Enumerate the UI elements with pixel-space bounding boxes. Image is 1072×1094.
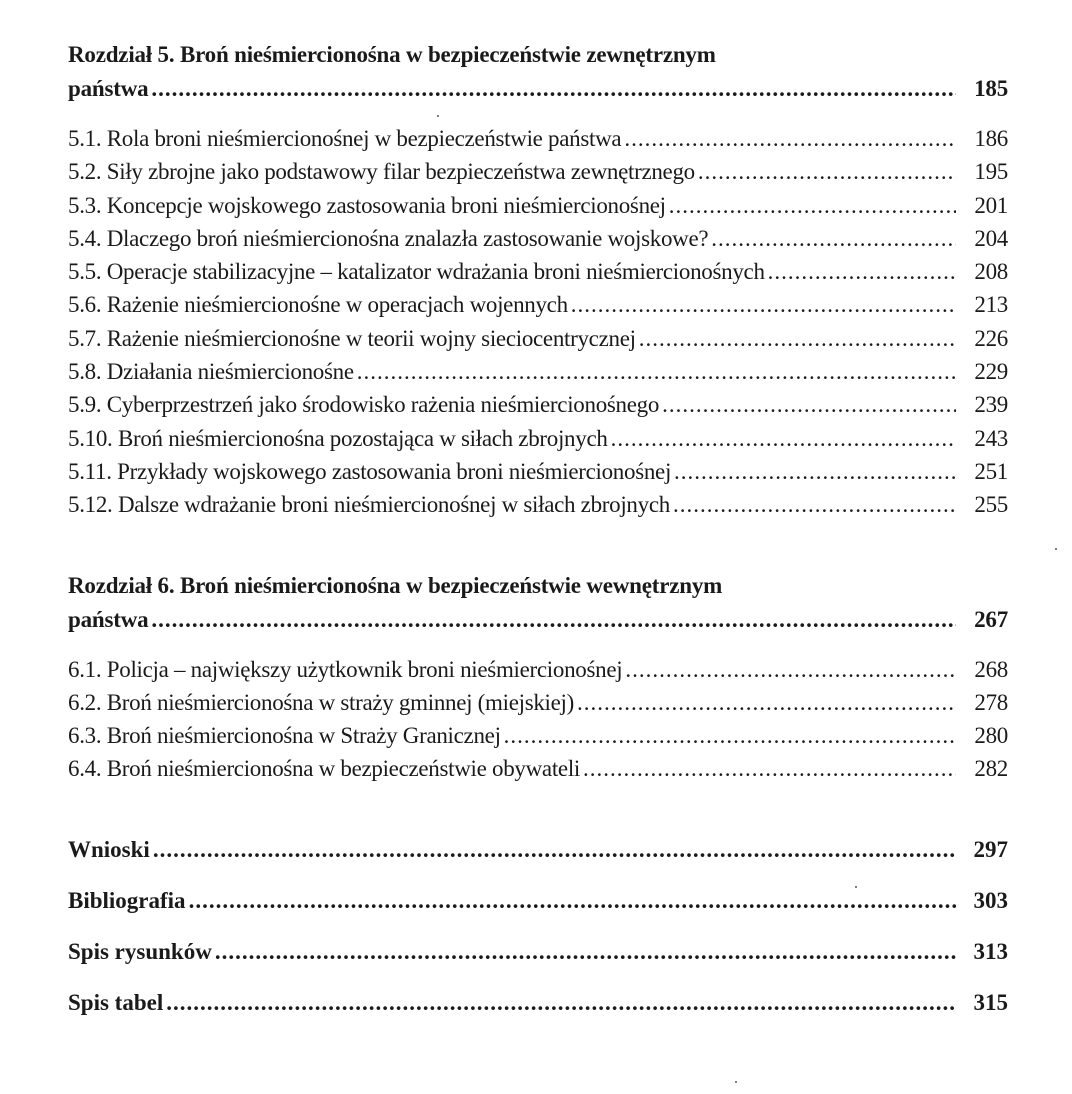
chapter-heading <box>68 38 1008 106</box>
section-title: 5.8. Działania nieśmiercionośne <box>68 359 354 385</box>
toc-entry <box>68 155 1008 188</box>
dot-leader <box>625 653 956 686</box>
toc-entry <box>68 752 1008 785</box>
page-number: 268 <box>974 656 1008 682</box>
page-number: 195 <box>974 159 1008 185</box>
section-title: 5.2. Siły zbrojne jako podstawowy filar bezpieczeństwa zewnętrznego <box>68 159 695 185</box>
toc-entry <box>68 719 1008 752</box>
dot-leader <box>577 686 956 719</box>
section-title: 6.4. Broń nieśmiercionośna w bezpieczeństwie obywateli <box>68 756 581 782</box>
page-number: 204 <box>974 225 1008 251</box>
scan-speck <box>1055 548 1057 550</box>
toc-entry <box>68 455 1008 488</box>
page-number: 251 <box>974 458 1008 484</box>
dot-leader <box>189 884 956 918</box>
toc-entry <box>68 122 1008 155</box>
section-title: 6.3. Broń nieśmiercionośna w Straży Granicznej <box>68 723 501 749</box>
table-of-contents <box>68 38 1008 1020</box>
page-number: 280 <box>974 723 1008 749</box>
toc-entry <box>68 189 1008 222</box>
dot-leader <box>215 935 956 969</box>
section-title: 5.1. Rola broni nieśmiercionośnej w bezpieczeństwie państwa <box>68 126 622 151</box>
page-number: 226 <box>974 325 1008 351</box>
section-title: 5.5. Operacje stabilizacyjne – katalizator wdrażania broni nieśmiercionośnych <box>68 259 765 285</box>
toc-entry-bibliografia <box>68 884 1008 918</box>
scan-speck <box>735 1081 737 1083</box>
toc-entry <box>68 222 1008 255</box>
section-title: 5.4. Dlaczego broń nieśmiercionośna znalazła zastosowanie wojskowe? <box>68 225 709 251</box>
toc-entry <box>68 355 1008 388</box>
page-number: 213 <box>974 292 1008 318</box>
chapter-title-continued: państwa <box>68 606 149 632</box>
toc-entry <box>68 322 1008 355</box>
toc-entry <box>68 422 1008 455</box>
dot-leader <box>151 603 956 637</box>
end-matter-title: Bibliografia <box>68 887 186 913</box>
toc-entry <box>68 388 1008 421</box>
toc-entry <box>68 255 1008 288</box>
dot-leader <box>504 719 956 752</box>
dot-leader <box>583 752 956 785</box>
toc-entry-spis-rysunkow <box>68 935 1008 969</box>
end-matter-title: Spis rysunków <box>68 938 212 964</box>
end-matter <box>68 833 1008 1020</box>
end-matter-title: Spis tabel <box>68 989 164 1015</box>
dot-leader <box>639 322 956 355</box>
dot-leader <box>624 122 956 155</box>
page-number: 313 <box>973 938 1008 964</box>
chapter-heading <box>68 569 1008 637</box>
page-number: 239 <box>974 392 1008 418</box>
section-title: 5.6. Rażenie nieśmiercionośne w operacjach wojennych <box>68 292 568 318</box>
section-title: 5.11. Przykłady wojskowego zastosowania broni nieśmiercionośnej <box>68 458 672 484</box>
toc-entry-spis-tabel <box>68 986 1008 1020</box>
page-number: 303 <box>973 887 1008 913</box>
page-number: 267 <box>974 606 1008 632</box>
toc-entry <box>68 686 1008 719</box>
section-title: 5.12. Dalsze wdrażanie broni nieśmiercionośnej w siłach zbrojnych <box>68 492 670 518</box>
dot-leader <box>662 388 956 421</box>
dot-leader <box>669 189 956 222</box>
dot-leader <box>151 72 956 106</box>
scan-speck <box>855 886 857 888</box>
chapter-title: Rozdział 5. Broń nieśmiercionośna w bezpieczeństwie zewnętrznym <box>68 42 716 67</box>
page-number: 229 <box>974 359 1008 385</box>
page-number: 243 <box>974 425 1008 451</box>
chapter-title: Rozdział 6. Broń nieśmiercionośna w bezpieczeństwie wewnętrznym <box>68 572 723 598</box>
dot-leader <box>571 288 956 321</box>
section-title: 5.7. Rażenie nieśmiercionośne w teorii wojny sieciocentrycznej <box>68 325 636 351</box>
section-title: 6.1. Policja – największy użytkownik broni nieśmiercionośnej <box>68 656 623 682</box>
page-number: 297 <box>973 836 1008 862</box>
page-number: 278 <box>974 689 1008 715</box>
dot-leader <box>153 833 956 867</box>
dot-leader <box>674 455 956 488</box>
dot-leader <box>166 986 956 1020</box>
chapter-6 <box>68 569 1008 786</box>
chapter-5 <box>68 38 1008 522</box>
chapter-title-entry <box>68 603 1008 637</box>
toc-entry <box>68 653 1008 686</box>
page-number: 208 <box>974 259 1008 285</box>
page-number: 185 <box>974 76 1008 101</box>
section-title: 5.10. Broń nieśmiercionośna pozostająca w siłach zbrojnych <box>68 425 608 451</box>
toc-entry-wnioski <box>68 833 1008 867</box>
section-title: 5.3. Koncepcje wojskowego zastosowania broni nieśmiercionośnej <box>68 192 666 218</box>
end-matter-title: Wnioski <box>68 836 150 862</box>
chapter-title-continued: państwa <box>68 76 149 101</box>
page-number: 186 <box>974 126 1008 151</box>
section-title: 6.2. Broń nieśmiercionośna w straży gminnej (miejskiej) <box>68 689 574 715</box>
dot-leader <box>698 155 956 188</box>
dot-leader <box>611 422 956 455</box>
dot-leader <box>711 222 956 255</box>
toc-entry <box>68 488 1008 521</box>
page-number: 282 <box>974 756 1008 782</box>
section-title: 5.9. Cyberprzestrzeń jako środowisko rażenia nieśmiercionośnego <box>68 392 660 418</box>
dot-leader <box>768 255 956 288</box>
dot-leader <box>673 488 956 521</box>
scan-speck <box>437 115 439 117</box>
toc-entry <box>68 288 1008 321</box>
page-number: 201 <box>974 192 1008 218</box>
page-number: 315 <box>973 989 1008 1015</box>
dot-leader <box>357 355 956 388</box>
page-number: 255 <box>974 492 1008 518</box>
chapter-title-entry <box>68 72 1008 106</box>
